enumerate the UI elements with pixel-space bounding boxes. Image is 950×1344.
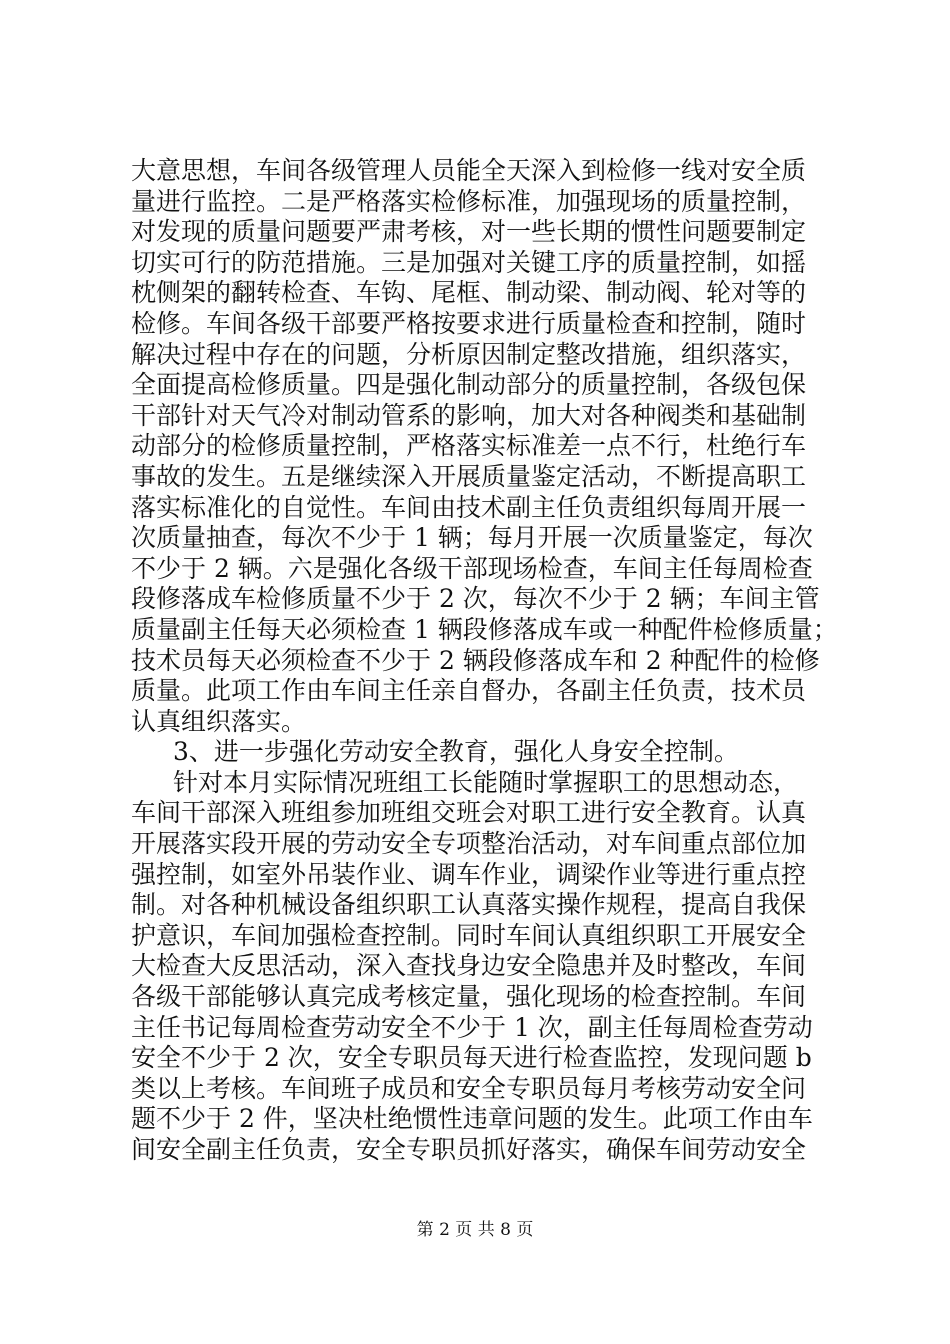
- text-line: 干部针对天气冷对制动管系的影响，加大对各种阀类和基础制: [131, 400, 807, 430]
- text-line: 不少于 2 辆。六是强化各级干部现场检查，车间主任每周检查: [131, 553, 813, 583]
- text-line: 切实可行的防范措施。三是加强对关键工序的质量控制，如摇: [131, 247, 807, 277]
- text-line: 检修。车间各级干部要严格按要求进行质量检查和控制，随时: [131, 308, 807, 338]
- body-text: [131, 156, 843, 1166]
- section-heading: 3、进一步强化劳动安全教育，强化人身安全控制。: [173, 737, 739, 767]
- text-line: 量进行监控。二是严格落实检修标准，加强现场的质量控制，: [131, 186, 807, 216]
- text-line: 制。对各种机械设备组织职工认真落实操作规程，提高自我保: [131, 890, 807, 920]
- text-line: 主任书记每周检查劳动安全不少于 1 次，副主任每周检查劳动: [131, 1012, 813, 1042]
- text-line: 事故的发生。五是继续深入开展质量鉴定活动，不断提高职工: [131, 461, 807, 491]
- text-line: 开展落实段开展的劳动安全专项整治活动，对车间重点部位加: [131, 829, 807, 859]
- text-line: 质量。此项工作由车间主任亲自督办，各副主任负责，技术员: [131, 676, 807, 706]
- text-line: 车间干部深入班组参加班组交班会对职工进行安全教育。认真: [131, 798, 807, 828]
- text-line: 质量副主任每天必须检查 1 辆段修落成车或一种配件检修质量；: [131, 614, 838, 644]
- text-line: 针对本月实际情况班组工长能随时掌握职工的思想动态，: [173, 767, 799, 797]
- text-line: 大检查大反思活动，深入查找身边安全隐患并及时整改，车间: [131, 951, 807, 981]
- text-line: 落实标准化的自觉性。车间由技术副主任负责组织每周开展一: [131, 492, 807, 522]
- text-line: 护意识，车间加强检查控制。同时车间认真组织职工开展安全: [131, 920, 807, 950]
- page-footer: 第 2 页 共 8 页: [416, 1220, 534, 1240]
- text-line: 动部分的检修质量控制，严格落实标准差一点不行，杜绝行车: [131, 431, 807, 461]
- text-line: 间安全副主任负责，安全专职员抓好落实，确保车间劳动安全: [131, 1135, 807, 1164]
- text-line: 次质量抽查，每次不少于 1 辆；每月开展一次质量鉴定，每次: [131, 523, 813, 553]
- text-line: 类以上考核。车间班子成员和安全专职员每月考核劳动安全问: [131, 1073, 807, 1103]
- text-line: 强控制，如室外吊装作业、调车作业，调梁作业等进行重点控: [131, 859, 807, 889]
- text-line: 大意思想，车间各级管理人员能全天深入到检修一线对安全质: [131, 156, 807, 185]
- text-line: 认真组织落实。: [131, 706, 307, 736]
- text-line: 解决过程中存在的问题，分析原因制定整改措施，组织落实，: [131, 339, 807, 369]
- text-line: 枕侧架的翻转检查、车钩、尾框、制动梁、制动阀、轮对等的: [131, 278, 807, 308]
- text-line: 对发现的质量问题要严肃考核，对一些长期的惯性问题要制定: [131, 217, 807, 247]
- text-line: 技术员每天必须检查不少于 2 辆段修落成车和 2 种配件的检修: [131, 645, 820, 675]
- text-line: 全面提高检修质量。四是强化制动部分的质量控制，各级包保: [131, 370, 807, 400]
- text-line: 题不少于 2 件，坚决杜绝惯性违章问题的发生。此项工作由车: [131, 1104, 813, 1134]
- text-line: 段修落成车检修质量不少于 2 次，每次不少于 2 辆；车间主管: [131, 584, 820, 614]
- text-line: 各级干部能够认真完成考核定量，强化现场的检查控制。车间: [131, 982, 807, 1012]
- text-line: 安全不少于 2 次，安全专职员每天进行检查监控，发现问题 b: [131, 1043, 812, 1073]
